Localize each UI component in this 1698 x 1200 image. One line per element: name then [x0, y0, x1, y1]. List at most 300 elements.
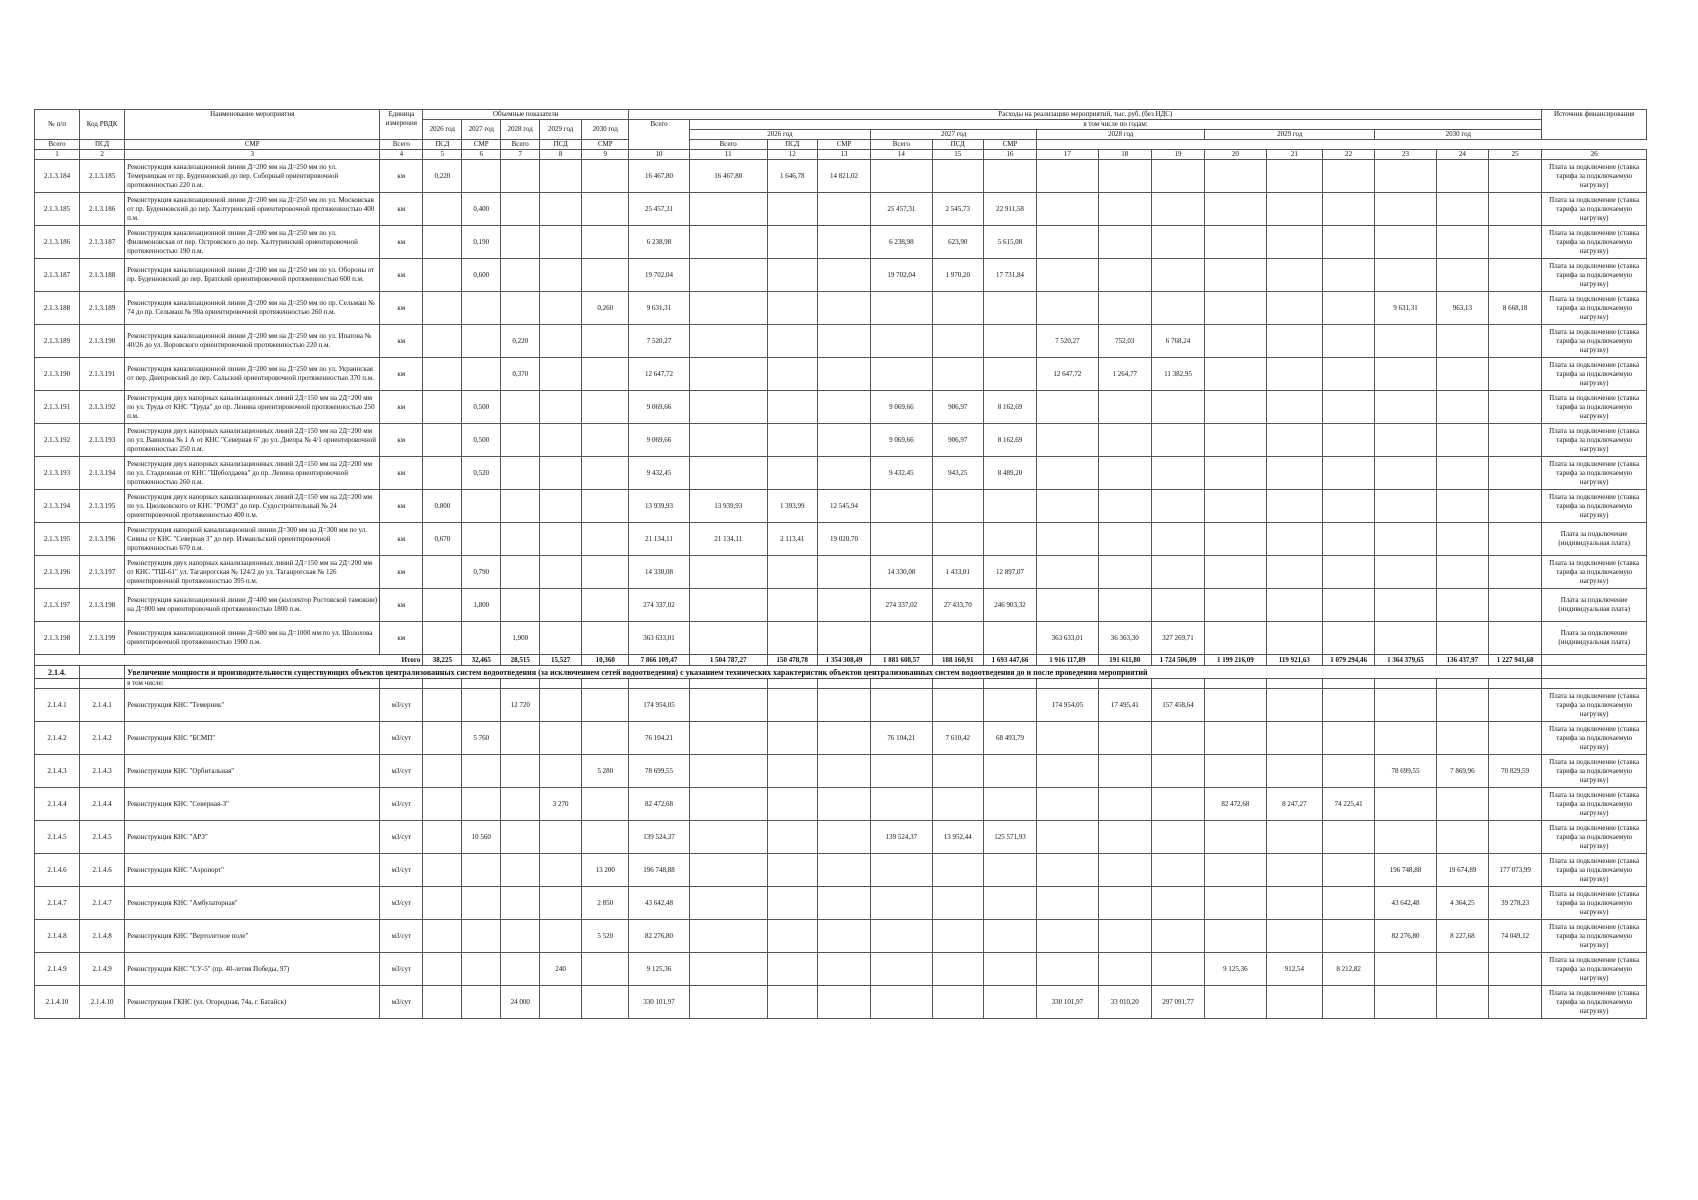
row-volume [423, 953, 462, 986]
row-expense: 6 238,98 [871, 226, 932, 259]
row-source: Плата за подключение (ставка тарифа за подключаемую нагрузку) [1542, 722, 1647, 755]
row-expense [1151, 854, 1204, 887]
row-volume [540, 358, 582, 391]
row-expense [1489, 953, 1542, 986]
table-row [35, 358, 1647, 391]
row-volume: 0,520 [462, 457, 501, 490]
row-volume [540, 622, 582, 655]
total-expense: 1 881 608,57 [871, 655, 932, 666]
row-expense [689, 622, 767, 655]
row-expense: 906,97 [932, 391, 983, 424]
row-expense [1375, 986, 1436, 1019]
table-row [35, 457, 1647, 490]
row-expense [1323, 556, 1375, 589]
row-volume [501, 424, 540, 457]
row-code: 2.1.3.199 [80, 622, 125, 655]
column-number: 7 [501, 150, 540, 160]
row-unit: км [380, 391, 423, 424]
table-row [35, 887, 1647, 920]
row-expense: 7 610,42 [932, 722, 983, 755]
header-volume: Объемные показатели [423, 110, 629, 120]
row-volume [582, 556, 629, 589]
row-expense [767, 986, 817, 1019]
row-expense [767, 722, 817, 755]
row-expense [1323, 887, 1375, 920]
row-expense [1323, 523, 1375, 556]
row-total: 76 104,21 [629, 722, 689, 755]
blank-cell [1375, 679, 1436, 689]
row-volume [423, 722, 462, 755]
row-expense [1037, 788, 1098, 821]
row-volume [423, 920, 462, 953]
row-expense: 8 668,18 [1489, 292, 1542, 325]
row-expense [817, 755, 870, 788]
row-number: 2.1.3.195 [35, 523, 80, 556]
row-expense [1266, 854, 1322, 887]
row-expense [1205, 821, 1266, 854]
row-expense: 39 278,23 [1489, 887, 1542, 920]
row-volume [423, 854, 462, 887]
row-source: Плата за подключение (ставка тарифа за подключаемую нагрузку) [1542, 689, 1647, 722]
row-code: 2.1.3.193 [80, 424, 125, 457]
row-total: 82 472,68 [629, 788, 689, 821]
row-volume: 5 760 [462, 722, 501, 755]
row-expense: 68 493,79 [983, 722, 1036, 755]
row-expense [1375, 622, 1436, 655]
table-row [35, 755, 1647, 788]
row-name: Реконструкция КНС "Северная-3" [125, 788, 380, 821]
header-sub-smr: СМР [983, 140, 1036, 150]
row-expense [1037, 755, 1098, 788]
row-unit: км [380, 325, 423, 358]
header-sub-total: Всего [501, 140, 540, 150]
row-expense [983, 523, 1036, 556]
row-volume [462, 689, 501, 722]
row-volume [501, 920, 540, 953]
row-source: Плата за подключение (ставка тарифа за подключаемую нагрузку) [1542, 226, 1647, 259]
row-name: Реконструкция КНС "Вертолетное поле" [125, 920, 380, 953]
row-unit: км [380, 193, 423, 226]
row-expense [1151, 226, 1204, 259]
row-expense [1436, 391, 1488, 424]
row-name: Реконструкция ГКНС (ул. Огородная, 74а, г. Батайск) [125, 986, 380, 1019]
row-total: 9 125,36 [629, 953, 689, 986]
row-expense [767, 920, 817, 953]
row-total: 9 432,45 [629, 457, 689, 490]
row-expense [1266, 622, 1322, 655]
row-source: Плата за подключение (ставка тарифа за подключаемую нагрузку) [1542, 292, 1647, 325]
row-unit: км [380, 358, 423, 391]
row-expense [932, 523, 983, 556]
row-number: 2.1.4.10 [35, 986, 80, 1019]
row-volume [540, 160, 582, 193]
row-name: Реконструкция канализационной линии Д=200 мм на Д=250 мм по ул. Московская от пр. Буденновский до пер. Халтуринский ориентировочной протяженностью 400 п.м. [125, 193, 380, 226]
row-expense [767, 259, 817, 292]
row-volume [540, 457, 582, 490]
row-volume [582, 358, 629, 391]
row-volume [423, 226, 462, 259]
row-expense [983, 755, 1036, 788]
header-exp-year-3: 2028 год [1037, 130, 1205, 140]
row-code: 2.1.3.196 [80, 523, 125, 556]
blank-cell [380, 679, 423, 689]
header-exp-year-4: 2029 год [1205, 130, 1375, 140]
row-number: 2.1.3.197 [35, 589, 80, 622]
row-expense [1205, 160, 1266, 193]
row-volume [501, 821, 540, 854]
row-volume [582, 523, 629, 556]
row-expense: 906,97 [932, 424, 983, 457]
row-volume [462, 920, 501, 953]
row-volume: 0,500 [462, 391, 501, 424]
row-expense [983, 854, 1036, 887]
blank-cell [1098, 679, 1151, 689]
row-volume [540, 722, 582, 755]
row-expense [817, 821, 870, 854]
row-source: Плата за подключение (ставка тарифа за подключаемую нагрузку) [1542, 160, 1647, 193]
row-expense: 157 458,64 [1151, 689, 1204, 722]
row-volume: 0,220 [423, 160, 462, 193]
row-expense [1205, 689, 1266, 722]
header-sub-psd: ПСД [423, 140, 462, 150]
blank-cell [932, 679, 983, 689]
row-name: Реконструкция двух напорных канализационных линий 2Д=150 мм на 2Д=200 мм от КНС "ТШ-61" ул. Таганрогская № 124/2 до ул. Таганрогская № 126 ориентировочной протяженностью 395 п.м. [125, 556, 380, 589]
row-unit: км [380, 259, 423, 292]
row-name: Реконструкция КНС "СУ-5" (пр. 40-летия Победы, 97) [125, 953, 380, 986]
row-number: 2.1.3.191 [35, 391, 80, 424]
row-expense [1323, 358, 1375, 391]
row-expense [932, 689, 983, 722]
row-expense [1098, 259, 1151, 292]
row-expense [817, 391, 870, 424]
row-volume [423, 391, 462, 424]
blank-cell [582, 679, 629, 689]
row-expense [1323, 689, 1375, 722]
row-expense [983, 986, 1036, 1019]
total-expense: 1 916 117,89 [1037, 655, 1098, 666]
row-expense [1323, 589, 1375, 622]
row-expense [1489, 358, 1542, 391]
row-expense: 19 702,04 [871, 259, 932, 292]
row-volume [540, 821, 582, 854]
row-expense [1098, 920, 1151, 953]
row-name: Реконструкция двух напорных канализационных линий 2Д=150 мм на 2Д=200 мм по ул. Стадионная от КНС "Шеболдаева" до пр. Ленина ориентировочной протяженностью 260 п.м. [125, 457, 380, 490]
row-expense [1205, 523, 1266, 556]
column-number: 14 [871, 150, 932, 160]
table-body [35, 160, 1647, 1019]
row-expense [1375, 722, 1436, 755]
row-total: 43 642,48 [629, 887, 689, 920]
row-volume: 0,370 [501, 358, 540, 391]
blank-cell [871, 679, 932, 689]
row-expense [689, 755, 767, 788]
row-expense [871, 325, 932, 358]
row-number: 2.1.3.187 [35, 259, 80, 292]
row-expense [1151, 755, 1204, 788]
total-expense: 1 199 216,09 [1205, 655, 1266, 666]
row-expense [1266, 226, 1322, 259]
row-name: Реконструкция КНС "АРЗ" [125, 821, 380, 854]
row-volume [540, 854, 582, 887]
blank-cell [80, 679, 125, 689]
row-expense [983, 953, 1036, 986]
row-volume: 5 520 [582, 920, 629, 953]
total-expense: 150 478,78 [767, 655, 817, 666]
row-expense [1205, 193, 1266, 226]
row-volume [462, 490, 501, 523]
row-volume [501, 259, 540, 292]
row-volume [423, 788, 462, 821]
row-expense [1436, 953, 1488, 986]
row-expense [1266, 325, 1322, 358]
row-expense [1266, 292, 1322, 325]
row-expense: 14 821,02 [817, 160, 870, 193]
row-volume [501, 556, 540, 589]
row-volume [501, 722, 540, 755]
row-expense [1489, 391, 1542, 424]
row-total: 6 238,98 [629, 226, 689, 259]
row-expense [1151, 821, 1204, 854]
row-expense [1098, 953, 1151, 986]
table-row [35, 490, 1647, 523]
row-expense [983, 887, 1036, 920]
row-expense [1436, 325, 1488, 358]
row-code: 2.1.3.185 [80, 160, 125, 193]
table-row [35, 920, 1647, 953]
row-expense [1323, 755, 1375, 788]
row-expense [1375, 457, 1436, 490]
row-expense [983, 358, 1036, 391]
row-total: 139 524,37 [629, 821, 689, 854]
row-expense [1037, 424, 1098, 457]
row-expense [767, 457, 817, 490]
row-volume [540, 689, 582, 722]
row-expense [689, 854, 767, 887]
row-expense: 363 633,01 [1037, 622, 1098, 655]
table-row [35, 622, 1647, 655]
row-expense [1151, 887, 1204, 920]
row-volume [423, 259, 462, 292]
column-number: 15 [932, 150, 983, 160]
row-expense [932, 986, 983, 1019]
row-expense: 943,25 [932, 457, 983, 490]
row-volume [423, 424, 462, 457]
row-volume [501, 490, 540, 523]
row-name: Реконструкция канализационной линии Д=200 мм на Д=250 мм по ул. Филимоновская от пер. Островского до пер. Халтуринский ориентировочной протяженностью 190 п.м. [125, 226, 380, 259]
section-subtitle: в том числе: [125, 679, 380, 689]
row-expense [1323, 722, 1375, 755]
table-row [35, 788, 1647, 821]
row-expense: 43 642,48 [1375, 887, 1436, 920]
row-expense: 196 748,88 [1375, 854, 1436, 887]
total-label: Итого [35, 655, 423, 666]
row-source: Плата за подключение (ставка тарифа за подключаемую нагрузку) [1542, 424, 1647, 457]
row-expense [817, 292, 870, 325]
column-number: 17 [1037, 150, 1098, 160]
row-expense [1436, 821, 1488, 854]
row-volume [423, 887, 462, 920]
row-code: 2.1.4.8 [80, 920, 125, 953]
row-expense [1489, 689, 1542, 722]
row-expense [1098, 160, 1151, 193]
row-total: 78 699,55 [629, 755, 689, 788]
row-expense [1489, 325, 1542, 358]
row-code: 2.1.3.197 [80, 556, 125, 589]
row-unit: м3/сут [380, 788, 423, 821]
blank-cell [767, 679, 817, 689]
row-volume [501, 788, 540, 821]
row-expense [1151, 193, 1204, 226]
header-sub-psd: ПСД [540, 140, 582, 150]
row-source: Плата за подключение (ставка тарифа за подключаемую нагрузку) [1542, 920, 1647, 953]
row-expense [1375, 193, 1436, 226]
row-expense [689, 424, 767, 457]
row-total: 16 467,80 [629, 160, 689, 193]
column-number: 21 [1266, 150, 1322, 160]
row-name: Реконструкция КНС "Амбулаторная" [125, 887, 380, 920]
row-expense: 21 134,11 [689, 523, 767, 556]
row-expense: 6 768,24 [1151, 325, 1204, 358]
total-volume: 15,527 [540, 655, 582, 666]
column-number: 16 [983, 150, 1036, 160]
row-expense [1375, 788, 1436, 821]
row-source: Плата за подключение (ставка тарифа за подключаемую нагрузку) [1542, 755, 1647, 788]
row-name: Реконструкция двух напорных канализационных линий 2Д=150 мм на 2Д=200 мм по ул. Труда от КНС "Труда" до пр. Ленина ориентировочной протяженностью 250 п.м. [125, 391, 380, 424]
row-expense [1489, 589, 1542, 622]
row-expense [1436, 589, 1488, 622]
row-expense [1098, 887, 1151, 920]
row-code: 2.1.4.2 [80, 722, 125, 755]
row-expense: 8 489,20 [983, 457, 1036, 490]
row-expense [1323, 325, 1375, 358]
row-expense [1037, 556, 1098, 589]
row-code: 2.1.4.9 [80, 953, 125, 986]
row-expense [817, 193, 870, 226]
row-expense [767, 887, 817, 920]
row-volume: 0,600 [462, 259, 501, 292]
row-unit: км [380, 424, 423, 457]
table-row [35, 953, 1647, 986]
row-expense [1037, 953, 1098, 986]
row-total: 330 101,97 [629, 986, 689, 1019]
row-name: Реконструкция канализационной линии Д=200 мм на Д=250 мм по ул. Обороны от пр. Буденновский до пер. Братский ориентировочной протяженностью 600 п.м. [125, 259, 380, 292]
row-total: 25 457,31 [629, 193, 689, 226]
row-name: Реконструкция напорной канализационной линии Д=300 мм на Д=300 мм по ул. Сивны от КНС "Северная 3" до пер. Измаильский ориентировочной протяженностью 670 п.м. [125, 523, 380, 556]
row-volume [582, 490, 629, 523]
row-expense [1098, 556, 1151, 589]
row-source: Плата за подключение (ставка тарифа за подключаемую нагрузку) [1542, 391, 1647, 424]
row-expense [1266, 424, 1322, 457]
row-volume [540, 424, 582, 457]
row-volume [582, 722, 629, 755]
row-code: 2.1.3.195 [80, 490, 125, 523]
row-expense [1489, 556, 1542, 589]
column-number: 13 [817, 150, 870, 160]
row-source: Плата за подключение (ставка тарифа за подключаемую нагрузку) [1542, 788, 1647, 821]
header-vol-year-1: 2026 год [423, 120, 462, 140]
row-unit: м3/сут [380, 953, 423, 986]
row-expense [1098, 788, 1151, 821]
table-row [35, 854, 1647, 887]
row-expense: 963,13 [1436, 292, 1488, 325]
blank-cell [1266, 679, 1322, 689]
row-volume: 5 280 [582, 755, 629, 788]
row-expense [1489, 986, 1542, 1019]
row-expense [817, 259, 870, 292]
row-expense [1436, 226, 1488, 259]
row-volume [582, 424, 629, 457]
row-volume: 24 000 [501, 986, 540, 1019]
total-expense: 188 160,91 [932, 655, 983, 666]
blank-cell [35, 679, 80, 689]
row-expense [1489, 490, 1542, 523]
row-expense [1037, 259, 1098, 292]
row-volume [582, 589, 629, 622]
row-expense: 9 432,45 [871, 457, 932, 490]
row-expense [1205, 854, 1266, 887]
row-volume [501, 391, 540, 424]
row-number: 2.1.3.194 [35, 490, 80, 523]
row-total: 21 134,11 [629, 523, 689, 556]
row-unit: км [380, 457, 423, 490]
row-expense [1323, 854, 1375, 887]
row-unit: км [380, 622, 423, 655]
row-total: 7 520,27 [629, 325, 689, 358]
row-volume [462, 953, 501, 986]
row-expense [1037, 160, 1098, 193]
header-sub-total: Всего [689, 140, 767, 150]
row-total: 274 337,02 [629, 589, 689, 622]
column-number: 11 [689, 150, 767, 160]
row-expense [1205, 292, 1266, 325]
row-expense [932, 325, 983, 358]
row-expense [932, 490, 983, 523]
row-source: Плата за подключение (ставка тарифа за подключаемую нагрузку) [1542, 887, 1647, 920]
blank-cell [1489, 679, 1542, 689]
row-expense [871, 755, 932, 788]
row-expense [932, 755, 983, 788]
row-expense [689, 292, 767, 325]
row-source: Плата за подключение (ставка тарифа за подключаемую нагрузку) [1542, 259, 1647, 292]
row-expense: 11 382,95 [1151, 358, 1204, 391]
blank-cell [501, 679, 540, 689]
row-expense [1266, 160, 1322, 193]
row-expense [932, 622, 983, 655]
row-expense [767, 325, 817, 358]
row-unit: км [380, 589, 423, 622]
table-row [35, 193, 1647, 226]
row-code: 2.1.3.187 [80, 226, 125, 259]
row-volume [540, 986, 582, 1019]
row-volume: 240 [540, 953, 582, 986]
row-volume [423, 689, 462, 722]
row-expense: 2 545,73 [932, 193, 983, 226]
column-number: 25 [1489, 150, 1542, 160]
row-volume: 0,800 [423, 490, 462, 523]
row-expense: 74 225,41 [1323, 788, 1375, 821]
row-volume [501, 854, 540, 887]
column-number: 1 [35, 150, 80, 160]
section-code-blank [80, 666, 125, 679]
table-row [35, 722, 1647, 755]
row-expense [932, 854, 983, 887]
row-expense: 139 524,37 [871, 821, 932, 854]
row-expense [1151, 457, 1204, 490]
row-volume: 2 850 [582, 887, 629, 920]
row-volume: 0,500 [462, 424, 501, 457]
row-expense: 752,03 [1098, 325, 1151, 358]
row-number: 2.1.4.3 [35, 755, 80, 788]
